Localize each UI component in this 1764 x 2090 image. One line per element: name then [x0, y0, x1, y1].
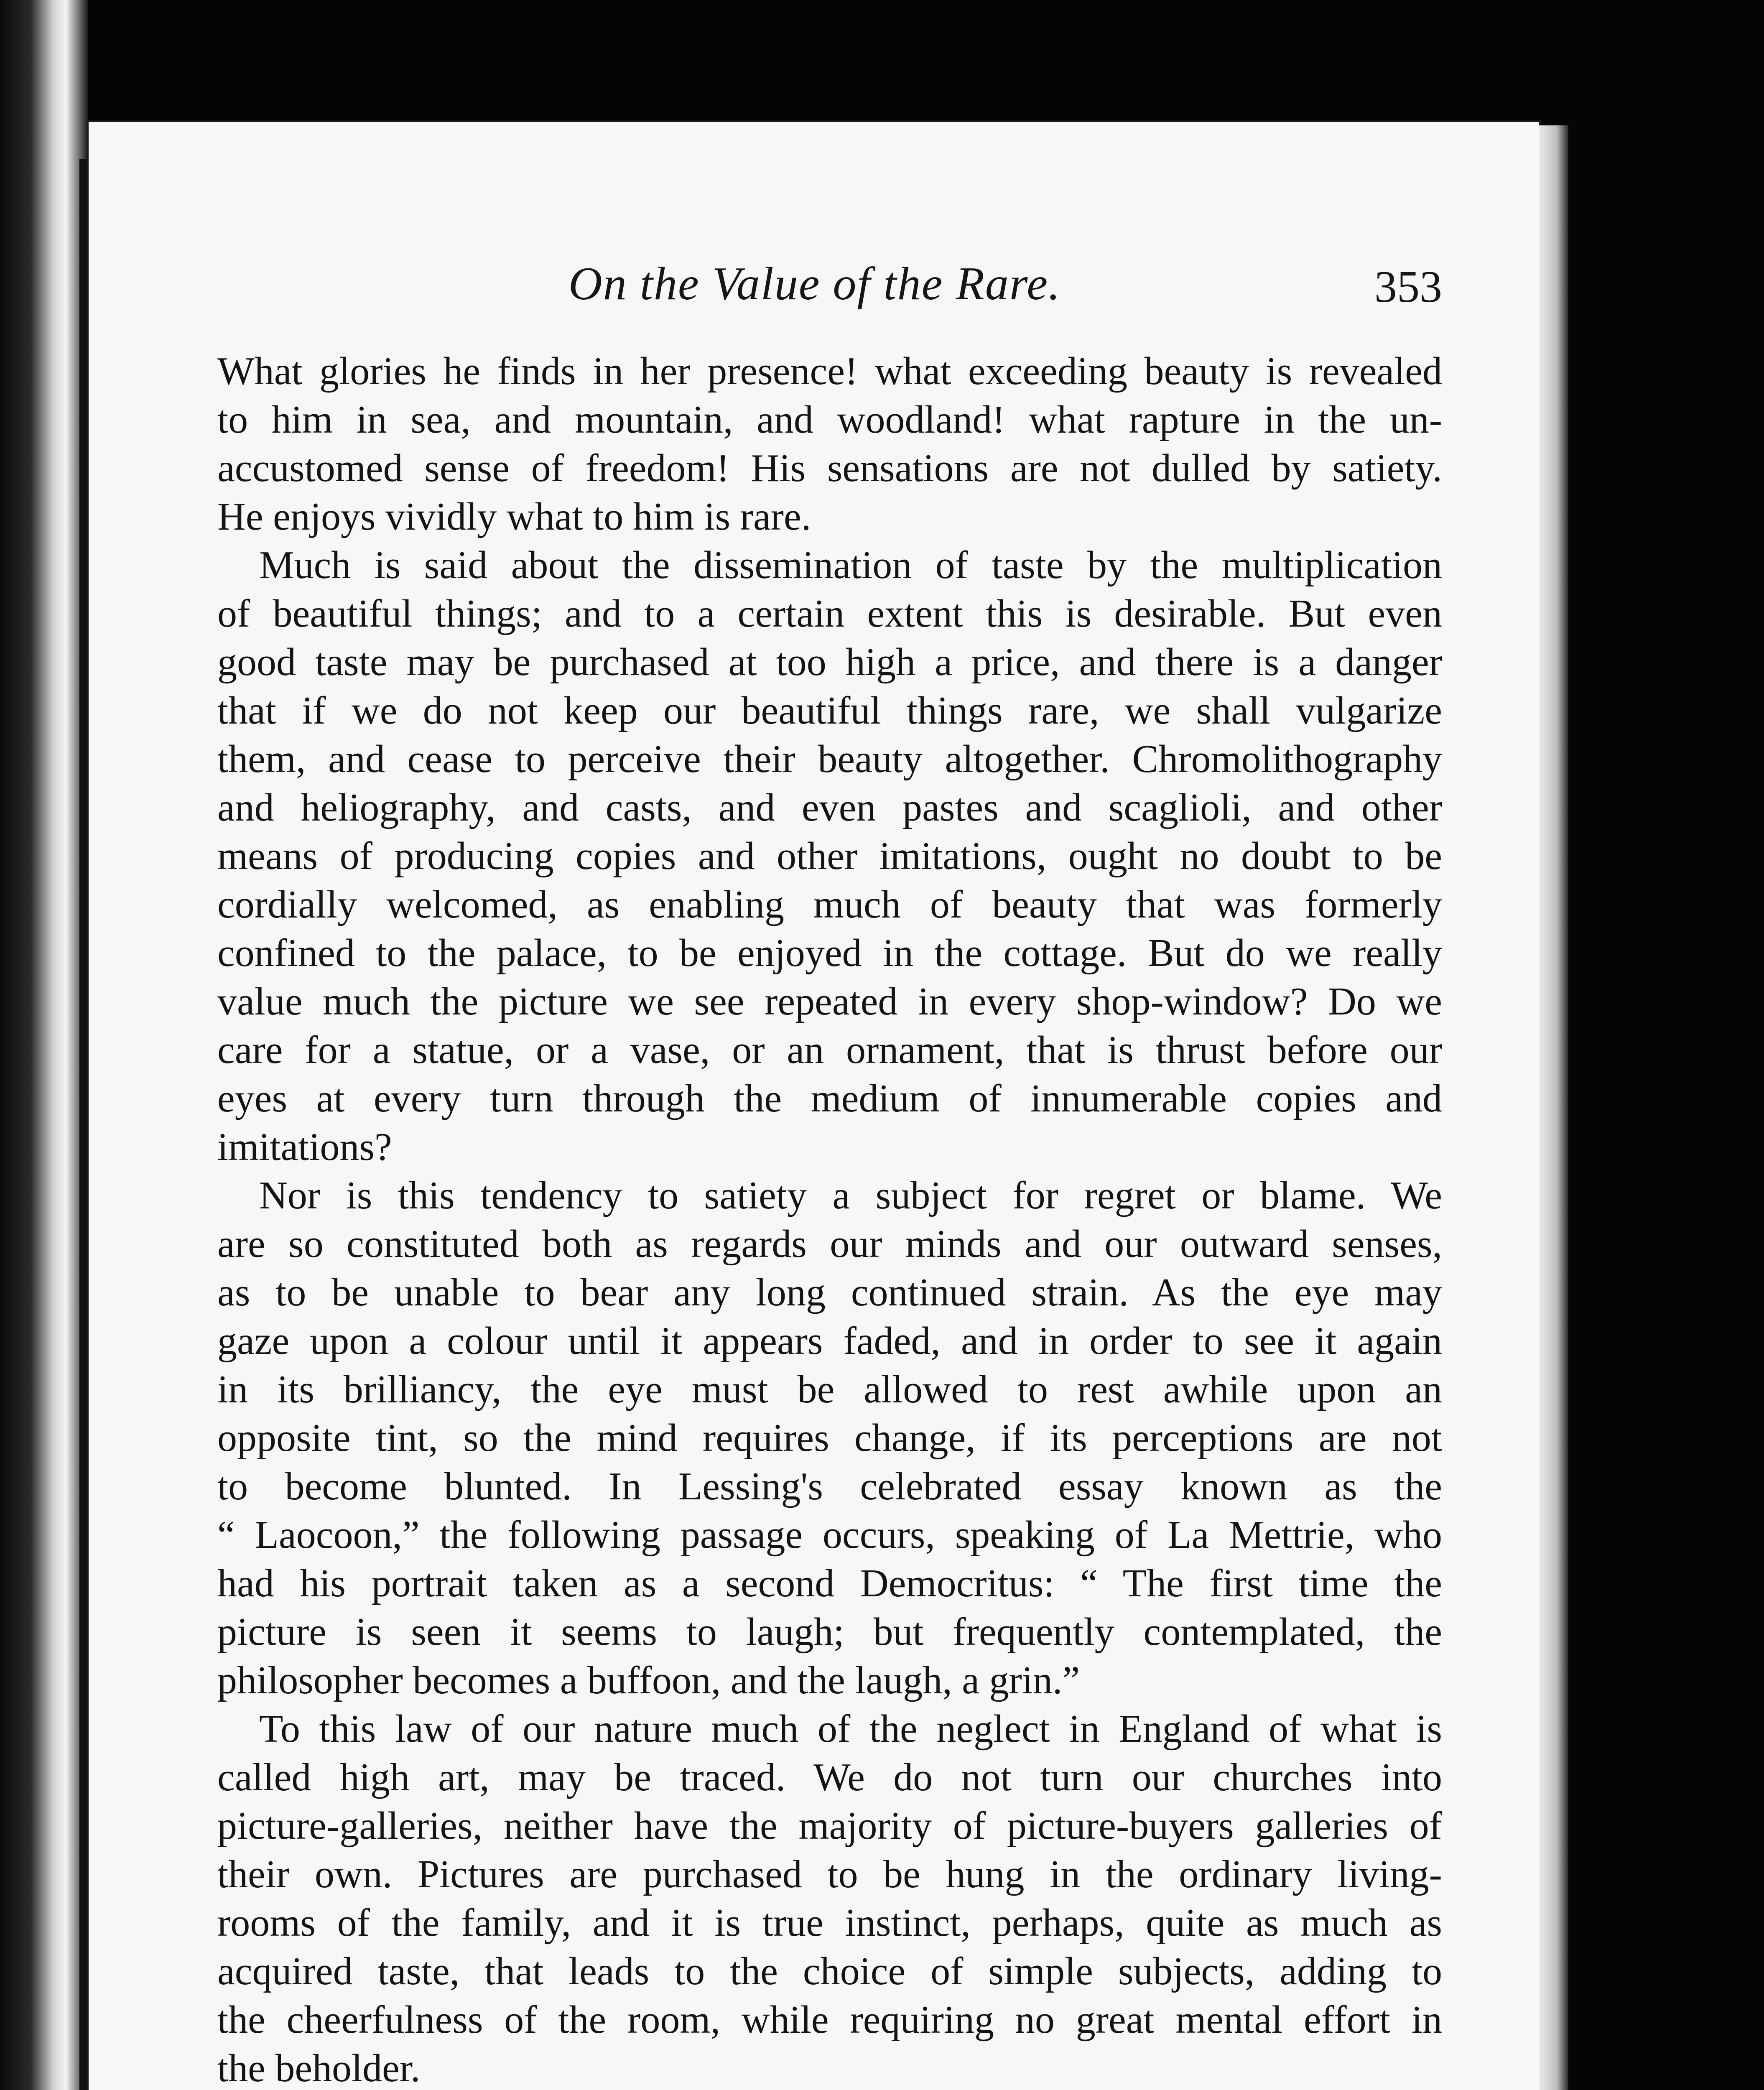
- text-line: care for a statue, or a vase, or an ornament, that is thrust before our: [217, 1028, 1442, 1072]
- text-line: good taste may be purchased at too high a price, and there is a danger: [217, 640, 1442, 684]
- text-line: acquired taste, that leads to the choice of simple subjects, adding to: [217, 1950, 1442, 1993]
- body-text: [217, 347, 1442, 2090]
- paragraph: [217, 541, 1442, 1171]
- text-line: He enjoys vividly what to him is rare.: [217, 495, 811, 538]
- text-line: accustomed sense of freedom! His sensations are not dulled by satiety.: [217, 446, 1442, 490]
- text-line: had his portrait taken as a second Democritus: “ The first time the: [217, 1562, 1442, 1605]
- text-line: Nor is this tendency to satiety a subject for regret or blame. We: [259, 1174, 1442, 1217]
- text-line: to him in sea, and mountain, and woodland! what rapture in the un-: [217, 398, 1442, 441]
- text-line: to become blunted. In Lessing's celebrated essay known as the: [217, 1465, 1442, 1508]
- text-line: “ Laocoon,” the following passage occurs, speaking of La Mettrie, who: [217, 1513, 1442, 1557]
- text-line: their own. Pictures are purchased to be hung in the ordinary living-: [217, 1853, 1442, 1896]
- text-line: and heliography, and casts, and even pastes and scaglioli, and other: [217, 786, 1442, 829]
- text-line: that if we do not keep our beautiful things rare, we shall vulgarize: [217, 689, 1442, 732]
- left-page-spine: [0, 0, 88, 2090]
- text-line: as to be unable to bear any long continued strain. As the eye may: [217, 1271, 1442, 1314]
- text-line: To this law of our nature much of the neglect in England of what is: [259, 1707, 1442, 1751]
- text-line: Much is said about the dissemination of taste by the multiplication: [259, 543, 1442, 587]
- text-line: What glories he finds in her presence! what exceeding beauty is revealed: [217, 349, 1442, 393]
- text-line: value much the picture we see repeated in every shop-window? Do we: [217, 980, 1442, 1023]
- text-line: confined to the palace, to be enjoyed in the cottage. But do we really: [217, 931, 1442, 975]
- text-line: cordially welcomed, as enabling much of beauty that was formerly: [217, 883, 1442, 926]
- text-line: them, and cease to perceive their beauty altogether. Chromolithography: [217, 737, 1442, 781]
- text-line: philosopher becomes a buffoon, and the laugh, a grin.”: [217, 1659, 1080, 1702]
- text-line: picture-galleries, neither have the majority of picture-buyers galleries of: [217, 1804, 1442, 1848]
- running-title: On the Value of the Rare.: [568, 258, 1061, 310]
- text-line: of beautiful things; and to a certain extent this is desirable. But even: [217, 592, 1442, 635]
- text-line: imitations?: [217, 1125, 392, 1169]
- text-line: means of producing copies and other imitations, ought no doubt to be: [217, 834, 1442, 878]
- text-line: called high art, may be traced. We do not turn our churches into: [217, 1756, 1442, 1799]
- paragraph: [217, 1171, 1442, 1705]
- page-number: 353: [1374, 262, 1442, 312]
- text-line: eyes at every turn through the medium of innumerable copies and: [217, 1077, 1442, 1120]
- text-line: opposite tint, so the mind requires change, if its perceptions are not: [217, 1416, 1442, 1460]
- paragraph: [217, 347, 1442, 541]
- text-line: are so constituted both as regards our minds and our outward senses,: [217, 1222, 1442, 1266]
- paragraph: [217, 1705, 1442, 2090]
- text-line: the beholder.: [217, 2047, 421, 2090]
- page-header: [217, 257, 1442, 324]
- page-edge-shadow: [1539, 125, 1568, 2090]
- text-line: the cheerfulness of the room, while requiring no great mental effort in: [217, 1998, 1442, 2042]
- text-line: in its brilliancy, the eye must be allowed to rest awhile upon an: [217, 1368, 1442, 1411]
- text-line: rooms of the family, and it is true instinct, perhaps, quite as much as: [217, 1901, 1442, 1945]
- text-line: picture is seen it seems to laugh; but frequently contemplated, the: [217, 1610, 1442, 1654]
- spine-edge: [79, 159, 89, 2090]
- text-line: gaze upon a colour until it appears faded, and in order to see it again: [217, 1319, 1442, 1363]
